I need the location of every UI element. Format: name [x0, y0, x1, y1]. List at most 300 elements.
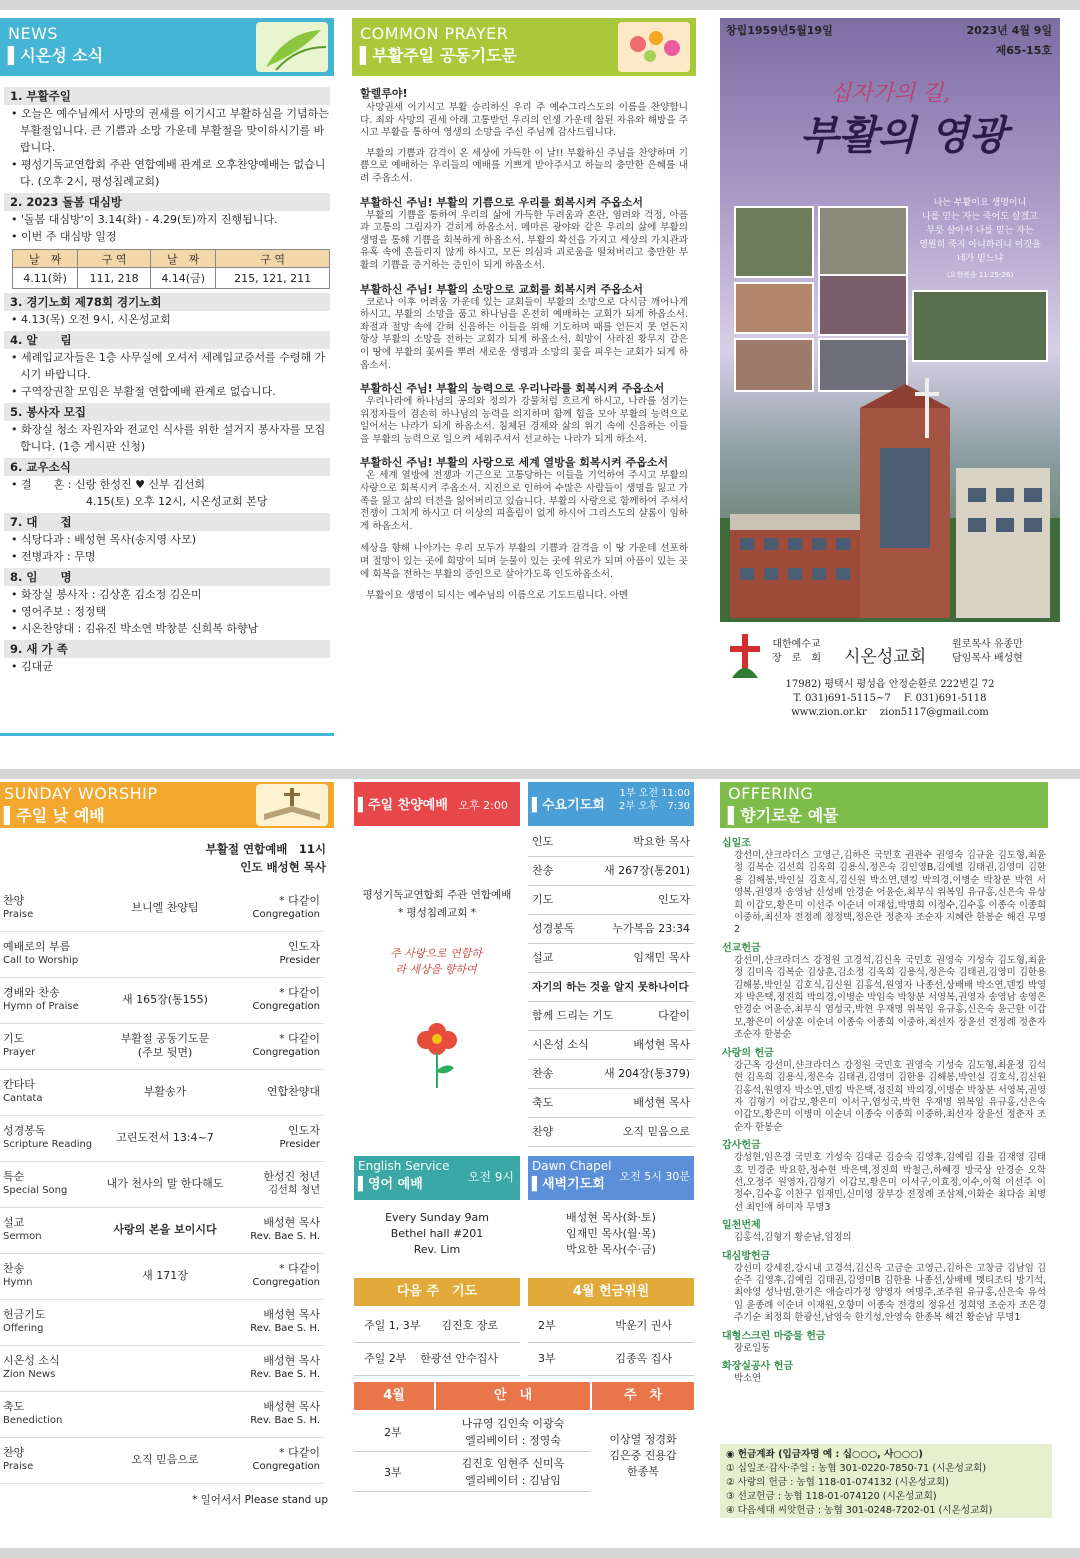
prayer-part-title: 부활하신 주님! 부활의 능력으로 우리나라를 회복시켜 주옵소서	[360, 382, 665, 396]
worship-leader-line-1: 배성현 목사	[263, 1308, 320, 1321]
prayer-closing: 세상을 향해 나아가는 우리 모두가 부활의 기쁨과 감격을 이 땅 가운데 선포하며 절망이 있는 곳에 희망이 되며 눈물이 있는 곳에 위로가 되며 아픔이 있는 곳에 회복을 전하는 부활의 증인으로 살아가도록 인도하옵소서.	[360, 543, 688, 580]
worship-row	[0, 1162, 324, 1208]
wednesday-value: 배성현 목사	[633, 1038, 690, 1051]
prayer-header-ko: ▌부활주일 공동기도문	[360, 46, 517, 65]
table-header: 날 짜	[13, 250, 78, 268]
prayer-intro-paragraph: 사망권세 이기시고 부활 승리하신 우리 주 예수그리스도의 이름을 찬양합니다. 죄와 사망의 권세 아래 고통받던 우리의 인생 가운데 참된 자유와 해방을 주시고 부활을 통하여 영생의 소망을 주신 주님께 감사드립니다.	[360, 102, 688, 139]
news-body	[0, 76, 334, 675]
issue-number: 제65-15호	[995, 44, 1052, 57]
prayer-intro-paragraph: 부활의 기쁨과 감격이 온 세상에 가득한 이 날!! 부활하신 주님을 찬양하며 기쁨으로 예배하는 우리들의 예배를 기쁘게 받아주시고 하늘의 충만한 은혜를 내려 주옵소서.	[360, 147, 688, 184]
offering-staff-value: 박운기 권사	[615, 1319, 672, 1332]
next-prayer-list	[354, 1310, 520, 1376]
next-prayer-value: 한광선 안수집사	[420, 1352, 498, 1365]
news-item-text: 화장실 봉사자 : 김상훈 김소정 김은미	[21, 588, 202, 601]
prayer-part-title: 부활하신 주님! 부활의 소망으로 교회를 회복시켜 주옵소서	[360, 282, 644, 296]
church-name: 시온성교회	[844, 647, 927, 667]
table-header: 구 역	[216, 250, 330, 268]
news-section-title: 5. 봉사자 모집	[4, 403, 330, 421]
worship-item-en: Praise	[3, 1461, 34, 1472]
wednesday-item: 기도	[532, 893, 554, 906]
wednesday-row	[528, 1118, 694, 1147]
news-item	[4, 620, 330, 637]
news-item	[4, 603, 330, 620]
prayer-part-body: 코로나 이후 어려움 가운데 있는 교회들이 부활의 소망으로 다시금 깨어나게 하시고, 부활의 소망을 품고 하나님을 온전히 예배하는 교회가 되게 하옵소서. 좌절과 절망 속에 갇혀 신음하는 이들을 위해 기도하며 때를 얻든지 못 얻든지 항상 부활의 소망을 전하는 교회가 되게 하옵소서. 희망이 사라진 황무지 같은 이 땅에 부활의 꽃씨를 뿌려 새로운 생명과 소망의 꽃을 피우는 교회가 되게 하옵소서.	[360, 296, 688, 371]
worship-leader-line-2: Congregation	[252, 1461, 320, 1472]
verse-line: 무릇 살아서 나를 믿는 자는	[926, 226, 1034, 236]
worship-item-detail	[90, 1085, 240, 1099]
worship-row	[0, 1300, 324, 1346]
worship-item-en: Praise	[3, 909, 34, 920]
wednesday-value: 다같이	[658, 1009, 690, 1022]
wednesday-row	[528, 915, 694, 944]
guide-header: 안 내	[436, 1382, 590, 1410]
worship-item-en: Call to Worship	[3, 955, 79, 966]
worship-leader-line-1: 인도자	[288, 1124, 320, 1137]
worship-item-leader	[267, 1085, 320, 1099]
worship-item-ko: 찬양	[3, 894, 25, 907]
bullet-icon: •	[11, 478, 21, 491]
worship-leader-line-2: Presider	[279, 1139, 320, 1150]
wednesday-value: 새 204장(통379)	[604, 1067, 690, 1080]
news-item-text: 화장실 청소 자원자와 전교인 식사를 위한 설거지 봉사자를 모집합니다. (1층 게시판 신청)	[20, 423, 326, 453]
offering-group-names: 강선미,샨크라더스 고영근,김하은 국민호 권관수 권영숙 김규윤 김도형,최윤정 김복순 김선희 김옥희 김용식,정은숙 김인영B,김예별 김태권,김영미 김한용 김해봉,박인실 김호식,김신원 박소연,덴킹 박의경,이병순 박창분 박현 서영복,권영자 송영남 신성배 안경순 어윤순,최부식 위복임 유규홍,신은숙 유상희 이갑모,황은미 이선주 이순녀 이재섭,박명희 이정수,김수홍 이종숙 이종희 이중하,최선자 전정례 정정택,정은란 정춘자 조순자 지혜란 한봉순 해건 무명2	[734, 850, 1046, 936]
worship-item	[3, 1032, 35, 1060]
worship-row	[0, 1070, 324, 1116]
offering-header	[720, 782, 1048, 828]
wednesday-row	[528, 1002, 694, 1031]
senior-pastor: 담임목사 배성현	[952, 653, 1023, 664]
worship-item-en: Hymn of Praise	[3, 1001, 79, 1012]
offering-group-names: 장로일동	[734, 1342, 771, 1354]
bullet-icon: •	[11, 533, 21, 546]
worship-item	[3, 1216, 42, 1244]
offering-header-ko: ▌향기로운 예물	[728, 806, 839, 825]
offering-group-title: 사랑의 헌금	[722, 1047, 774, 1059]
wednesday-row	[528, 828, 694, 857]
worship-item-en: Cantata	[3, 1093, 43, 1104]
bullet-icon: •	[11, 213, 21, 226]
worship-item-ko: 헌금기도	[3, 1308, 46, 1321]
worship-item-leader	[253, 1032, 320, 1060]
worship-detail-line-2: (주보 뒷면)	[137, 1046, 193, 1059]
wednesday-item: 축도	[532, 1096, 554, 1109]
cover-verse	[912, 196, 1048, 266]
wednesday-time-2: 2부 오후 7:30	[619, 801, 690, 812]
worship-item-leader	[280, 1124, 321, 1152]
english-title-en: English Service	[358, 1159, 450, 1173]
prayer-part-body: 온 세계 열방에 전쟁과 기근으로 고통당하는 이들을 기억하여 주시고 부활의 사랑으로 회복시켜 주옵소서. 지진으로 인하여 수많은 사람들이 생명을 잃고 가족을 잃고 삶의 터전을 잃어버리고 있습니다. 부활의 사랑으로 함께하여 주셔서 전쟁이 그치게 하시고 더 이상의 피흘림이 없게 하시어 그리스도의 샬롬이 임하게 하옵소서.	[360, 470, 688, 532]
news-section-title: 2. 2023 돌봄 대심방	[4, 193, 330, 211]
news-item	[4, 531, 330, 548]
worship-item	[3, 894, 33, 922]
worship-item	[3, 1124, 92, 1152]
afternoon-info	[354, 886, 520, 922]
cover-panel	[720, 18, 1072, 740]
address: 17982) 평택시 평성읍 안정순환로 222번길 72	[785, 679, 995, 690]
parking-list	[592, 1432, 694, 1480]
news-item	[4, 105, 330, 156]
worship-row	[0, 1254, 324, 1300]
worship-item-detail	[90, 1269, 240, 1283]
wednesday-item: 찬송	[532, 864, 554, 877]
news-item-extra: 4.15(토) 오후 12시, 시온성교회 본당	[86, 495, 268, 508]
news-header-ko: ▌시온성 소식	[8, 46, 104, 65]
news-item-text: 전병과자 : 무명	[21, 550, 96, 563]
worship-item-en: Benediction	[3, 1415, 63, 1426]
verse-line: 나를 믿는 자는 죽어도 살겠고	[922, 212, 1038, 222]
worship-item	[3, 1308, 46, 1336]
worship-item-ko: 기도	[3, 1032, 25, 1045]
worship-order	[0, 886, 324, 1486]
table-cell: 111, 218	[78, 268, 151, 289]
leaf-decoration-icon	[256, 22, 328, 72]
bullet-icon: •	[11, 622, 21, 635]
worship-item-leader	[263, 1170, 320, 1198]
news-item-text: 영어주보 : 정정택	[21, 605, 107, 618]
offering-accounts	[720, 1444, 1052, 1518]
dawn-title-en: Dawn Chapel	[532, 1159, 612, 1173]
bullet-icon: •	[11, 588, 21, 601]
guide-part: 3부	[384, 1466, 402, 1479]
wednesday-row	[528, 1060, 694, 1089]
news-item-text: 결 혼 : 신랑 한성진 ♥ 신부 김선희	[21, 478, 206, 491]
next-prayer-header: 다음 주 기도	[354, 1278, 520, 1306]
worship-item-ko: 시온성 소식	[3, 1354, 60, 1367]
flower-icon	[412, 1012, 462, 1092]
worship-leader-line-2: Presider	[279, 955, 320, 966]
bullet-icon: •	[11, 107, 21, 120]
guide-elevator: 엘리베이터 : 정영숙	[465, 1434, 561, 1447]
news-section-title: 1. 부활주일	[4, 87, 330, 105]
parking-name: 이상열 정경화	[609, 1433, 677, 1446]
worship-item-leader	[250, 1216, 320, 1244]
news-item	[4, 383, 330, 400]
offering-group-names: 강선미,샨크라더스 강정원 고경석,김신옥 국민호 권영숙 기성숙 김도형,최윤정 김미옥 김복순 김상훈,김소정 김옥희 김용식,정은숙 김태권,김영미 김한용 김해봉,박인실 김호식,김신원 김홍석,원영자 나종선,상배배 박소연,덴킹 박영자 박은택,정진희 박의경,이병순 박임숙 박창분 서영복,권영자 송영남 송영은 안경순 어윤순,최부식 염성국,박현 우재명 위복임 유규홍,신은숙 윤근한 이갑모,황은미 이상훈 이순녀 이종숙 이종희 이중하,최선자 장윤선 전정례 정춘자 조순자 한봉순	[734, 954, 1046, 1041]
news-item-text: 4.13(목) 오전 9시, 시온성교회	[21, 313, 171, 326]
worship-detail-line: 새 171장	[142, 1269, 188, 1282]
offering-staff-list	[528, 1310, 694, 1376]
worship-row	[0, 1438, 324, 1484]
dawn-line-3: 박요한 목사(수·금)	[566, 1243, 656, 1256]
english-line-3: Rev. Lim	[413, 1243, 461, 1256]
offering-group-title: 십일조	[722, 838, 751, 849]
offering-groups	[720, 828, 1052, 1385]
wednesday-item: 함께 드리는 기도	[532, 1009, 614, 1022]
worship-leader-line-2: Rev. Bae S. H.	[250, 1323, 320, 1334]
worship-detail-line: 부활송가	[143, 1085, 187, 1098]
prayer-part-body: 부활의 기쁨을 통하여 우리의 삶에 가득한 두려움과 혼란, 염려와 걱정, 아픔과 고통의 그림자가 걷히게 하옵소서. 메마른 광야와 같은 우리의 삶에 부활의 생명을 통해 기쁨을 회복하게 하옵소서. 부활의 확신을 가지고 세상의 가치관과 유혹 속에 흔들리지 않게 하시고, 모든 의심과 괴로움을 떨쳐버리고 충만한 부활의 기쁨을 증거하는 증인이 되게 하옵소서.	[360, 209, 688, 271]
worship-item	[3, 1078, 43, 1106]
worship-item-ko: 경배와 찬송	[3, 986, 60, 999]
wednesday-item: 성경봉독	[532, 922, 575, 935]
bullet-icon: •	[11, 660, 21, 673]
wednesday-row	[528, 1031, 694, 1060]
worship-item	[3, 986, 79, 1014]
wednesday-item: 인도	[532, 835, 554, 848]
wednesday-item: 찬송	[532, 1067, 554, 1080]
prayer-intro	[360, 102, 688, 186]
worship-leader-line-1: * 다같이	[279, 1262, 320, 1275]
worship-leader-line-2: Congregation	[252, 1277, 320, 1288]
news-item-text: 식당다과 : 배성현 목사(송지영 사모)	[21, 533, 197, 546]
prayer-part-body: 우리나라에 하나님의 공의와 정의가 강물처럼 흐르게 하시고, 나라를 섬기는 위정자들이 겸손히 하나님의 능력을 의지하며 함께 힘을 모아 부활의 능력으로 일어서는 나라가 되게 하옵소서. 침체된 경제와 삶의 위기 속에 신음하는 이들을 부활의 능력으로 일으켜 세워주셔서 선교하는 나라가 되게 하소서.	[360, 396, 688, 445]
wednesday-value: 임재민 목사	[633, 951, 690, 964]
offering-group-title: 선교헌금	[722, 942, 761, 954]
cover-image	[720, 18, 1060, 622]
wednesday-row	[528, 973, 694, 1002]
guide-ushers: 나규영 김인숙 이광숙	[461, 1417, 565, 1430]
offering-staff-header: 4월 헌금위원	[528, 1278, 694, 1306]
worship-leader-line-1: 배성현 목사	[263, 1400, 320, 1413]
worship-row	[0, 1116, 324, 1162]
worship-item-ko: 찬양	[3, 1446, 25, 1459]
prayer-body	[352, 76, 696, 603]
worship-item	[3, 940, 78, 968]
wednesday-value: 박요한 목사	[633, 835, 690, 848]
wednesday-value: 배성현 목사	[633, 1096, 690, 1109]
worship-item-ko: 설교	[3, 1216, 25, 1229]
worship-detail-line: 새 165장(통155)	[122, 993, 208, 1006]
wednesday-value: 인도자	[658, 893, 690, 906]
prayer-part-title: 부활하신 주님! 부활의 기쁨으로 우리를 회복시켜 주옵소서	[360, 195, 644, 209]
offering-staff-value: 김종옥 집사	[615, 1352, 672, 1365]
table-cell: 4.11(화)	[13, 268, 78, 289]
visit-schedule-table	[12, 249, 330, 289]
worship-item-leader	[280, 940, 321, 968]
worship-item-leader	[250, 1308, 320, 1336]
church-logo-icon	[730, 634, 760, 678]
news-section-title: 7. 대 접	[4, 513, 330, 531]
verse-line: 네가 믿느냐	[956, 254, 1004, 264]
english-line-1: Every Sunday 9am	[385, 1211, 489, 1224]
news-item	[4, 156, 330, 190]
table-header: 구 역	[78, 250, 151, 268]
denomination-line-2: 장 로 회	[772, 653, 821, 664]
english-line-2: Bethel hall #201	[390, 1227, 484, 1240]
afternoon-header	[354, 782, 520, 826]
worship-item-detail	[90, 1032, 240, 1060]
wednesday-item: 시온성 소식	[532, 1038, 589, 1051]
news-item-text: 시온찬양대 : 김유진 박소연 박창분 신희복 하향남	[21, 622, 259, 635]
news-section-title: 3. 경기노회 제78회 경기노회	[4, 293, 330, 311]
wednesday-item: 찬양	[532, 1125, 554, 1138]
website-email[interactable]: www.zion.or.kr zion5117@gmail.com	[791, 707, 989, 718]
table-cell: 4.14(금)	[151, 268, 216, 289]
news-item	[4, 476, 330, 493]
offering-staff-row	[528, 1343, 694, 1376]
denomination	[772, 638, 821, 666]
offering-group-names: 강선미 강세진,강시내 고경석,김신옥 고금순 고영근,김하은 고창금 김남임 김순주 김영후,김예림 김태권,김영미B 김한용 나종선,상배배 멧티조티 방기석,최야영 성낙범,한기은 애슬리가정 양영자 여명주,조주원 유규홍,신은숙 유석임 윤종례 이순녀 이재원,오향미 이종숙 전경의 정유선 정희영 조순자 조은경 주기순 최정희 한광선,남영숙 한기성,안영숙 한종복 해건 황순남 무명1	[734, 1262, 1046, 1324]
worship-leader-line-1: 배성현 목사	[263, 1354, 320, 1367]
worship-leader-line-2: Congregation	[252, 909, 320, 920]
account-line: ③ 선교헌금 : 농협 118-01-074120 (시온성교회)	[726, 1491, 937, 1502]
worship-item	[3, 1446, 33, 1474]
prayer-opening: 할렐루야!	[360, 87, 408, 100]
church-building-icon	[720, 378, 1060, 622]
guide-ushers: 김진호 임현주 신미옥	[461, 1457, 565, 1470]
worship-detail-line: 오직 믿음으로	[131, 1453, 199, 1466]
news-item	[4, 349, 330, 383]
worship-header-ko: ▌주일 낮 예배	[4, 806, 105, 825]
verse-line: 영원히 죽지 아니하리니 이것을	[919, 240, 1041, 250]
worship-row	[0, 1392, 324, 1438]
guide-list	[354, 1412, 590, 1492]
worship-leader-line-1: * 다같이	[279, 894, 320, 907]
next-prayer-row	[354, 1343, 520, 1376]
bullet-icon: •	[11, 230, 21, 243]
worship-row	[0, 886, 324, 932]
news-item-text: 세례입교자들은 1층 사무실에 오셔서 세례입교증서를 수령해 가시기 바랍니다.	[20, 351, 326, 381]
news-section-title: 4. 알 림	[4, 331, 330, 349]
table-cell: 215, 121, 211	[216, 268, 330, 289]
offering-panel	[720, 782, 1072, 1522]
prayer-part-title: 부활하신 주님! 부활의 사랑으로 세계 열방을 회복시켜 주옵소서	[360, 456, 669, 470]
worship-item-leader	[250, 1354, 320, 1382]
worship-item	[3, 1354, 60, 1382]
worship-item-detail	[90, 901, 240, 915]
bottom-band	[0, 1548, 1080, 1558]
wednesday-value: 새 267장(통201)	[604, 864, 690, 877]
services-panel	[354, 782, 694, 1522]
offering-group-title: 감사헌금	[722, 1140, 761, 1152]
worship-item-leader	[250, 1400, 320, 1428]
wednesday-order	[528, 828, 694, 1158]
guide-month-header: 4월	[354, 1382, 434, 1410]
cover-title-big: 부활의 영광	[800, 112, 1008, 159]
worship-panel	[0, 782, 334, 1522]
english-time: 오전 9시	[467, 1170, 514, 1184]
worship-item-en: Prayer	[3, 1047, 36, 1058]
news-bottom-line	[0, 733, 334, 736]
photo-group-4	[818, 274, 908, 336]
worship-item	[3, 1400, 62, 1428]
worship-item-en: Scripture Reading	[3, 1139, 93, 1150]
parking-header: 주 차	[592, 1382, 694, 1410]
news-item-text: '돌봄 대심방'이 3.14(화) - 4.29(토)까지 진행됩니다.	[21, 213, 278, 226]
prayer-header-en: COMMON PRAYER	[360, 24, 509, 43]
union-service-title: 부활절 연합예배 11시	[205, 842, 326, 856]
wednesday-row	[528, 944, 694, 973]
top-band	[0, 0, 1080, 10]
dawn-header	[528, 1156, 694, 1200]
bullet-icon: •	[11, 351, 21, 364]
wednesday-times	[619, 787, 690, 813]
wednesday-row	[528, 1089, 694, 1118]
worship-leader-line-1: * 다같이	[279, 1032, 320, 1045]
photo-group-7	[912, 290, 1048, 362]
news-item-text: 이번 주 대심방 일정	[21, 230, 117, 243]
accounts-list	[726, 1462, 1046, 1518]
dawn-line-1: 배성현 목사(화·토)	[566, 1211, 656, 1224]
offering-group-names: 강근옥 강선미,샨크라더스 강정원 국민호 권영숙 기성숙 김도형,최윤정 김석현 김옥희 김용식,정은숙 김태권,김영미 김한용 김해봉,박인실 김호식,김신원 김홍석,원영자 박소연,덴킹 박은택,정진희 박의경,이병순 박창분 서영복,권영자 김형기 이갑모,황은미 이서구,염성국,박현 우재명 위복임 유규홍,신은숙 이갑모,황은미 이병미 이순녀 이종숙 이종희 이중하,최선자 장윤선 정춘자 조순자 한봉순	[734, 1059, 1046, 1133]
news-panel	[0, 18, 334, 740]
dawn-line-2: 임재민 목사(월·목)	[566, 1227, 656, 1240]
bible-decoration-icon	[256, 784, 328, 826]
issue-date: 2023년 4월 9일	[966, 24, 1052, 37]
pastors	[952, 638, 1023, 666]
dawn-title-ko: ▌새벽기도회	[532, 1177, 605, 1192]
verse-line: 나는 부활이요 생명이니	[933, 198, 1027, 208]
worship-leader-line-1: 한성진 청년	[263, 1170, 320, 1183]
dawn-time: 오전 5시 30분	[619, 1170, 690, 1183]
table-header: 날 짜	[151, 250, 216, 268]
account-line: ② 사랑의 헌금 : 농협 118-01-074132 (시온성교회)	[726, 1477, 949, 1488]
offering-group-title: 화장실공사 헌금	[722, 1361, 794, 1372]
prayer-parts	[360, 195, 688, 534]
afternoon-line-1: 평성기독교연합회 주관 연합예배	[362, 889, 512, 901]
worship-item-leader	[253, 1262, 320, 1290]
worship-leader-line-1: * 다같이	[279, 986, 320, 999]
emeritus-pastor: 원로목사 유종만	[952, 639, 1023, 650]
bullet-icon: •	[11, 385, 21, 398]
bullet-icon: •	[11, 313, 21, 326]
afternoon-time: 오후 2:00	[458, 799, 508, 812]
accounts-title: ◉ 헌금계좌 (입금자명 예 : 십○○○, 사○○○)	[726, 1449, 923, 1460]
flower-decoration-icon	[618, 22, 690, 72]
phone-fax: T. 031)691-5115~7 F. 031)691-5118	[793, 693, 987, 704]
offering-group-names: 박소연	[734, 1373, 762, 1384]
news-header	[0, 18, 334, 76]
worship-leader-line-2: Rev. Bae S. H.	[250, 1369, 320, 1380]
worship-leader-line-2: Congregation	[252, 1001, 320, 1012]
worship-item-ko: 예배로의 부름	[3, 940, 71, 953]
worship-leader-line-2: Rev. Bae S. H.	[250, 1415, 320, 1426]
worship-item-ko: 성경봉독	[3, 1124, 46, 1137]
news-item	[4, 548, 330, 565]
prayer-header	[352, 18, 696, 76]
guide-part: 2부	[384, 1426, 402, 1439]
english-title-ko: ▌영어 예배	[358, 1177, 423, 1192]
next-prayer-label: 주일 2부	[364, 1352, 407, 1365]
worship-detail-line: 부활절 공동기도문	[120, 1032, 210, 1045]
guide-row	[354, 1412, 590, 1452]
worship-detail-line: 고린도전서 13:4~7	[116, 1131, 214, 1144]
worship-row	[0, 932, 324, 978]
news-item	[4, 421, 330, 455]
cover-verse-ref: (요한복음 11:25-26)	[946, 271, 1014, 279]
offering-staff-row	[528, 1310, 694, 1343]
offering-group-title: 대형스크린 마중물 헌금	[722, 1330, 826, 1342]
worship-header-en: SUNDAY WORSHIP	[4, 784, 158, 803]
worship-row	[0, 1346, 324, 1392]
cover-title-small: 십자가의 길,	[830, 81, 951, 106]
photo-group-2	[818, 206, 908, 278]
wednesday-title: ▌수요기도회	[532, 798, 605, 813]
worship-item-detail	[90, 1177, 240, 1191]
news-item-text: 김대균	[21, 660, 53, 673]
news-section-title: 8. 임 명	[4, 568, 330, 586]
worship-item	[3, 1262, 33, 1290]
worship-item-leader	[253, 1446, 320, 1474]
worship-leader-line-2: Congregation	[252, 1047, 320, 1058]
photo-group-1	[734, 206, 814, 278]
worship-leader-line-1: 배성현 목사	[263, 1216, 320, 1229]
worship-item-detail	[90, 1223, 240, 1237]
account-line: ④ 다음세대 씨앗헌금 : 농협 301-0248-7202-01 (시온성교회)	[726, 1505, 993, 1516]
worship-item-detail	[90, 1453, 240, 1467]
news-item-text: 구역장권찰 모임은 부활절 연합예배 관계로 없습니다.	[21, 385, 276, 398]
news-item	[4, 211, 330, 228]
news-section-title: 6. 교우소식	[4, 458, 330, 476]
offering-group-title: 대심방헌금	[722, 1250, 771, 1262]
wednesday-time-1: 1부 오전 11:00	[619, 788, 690, 799]
english-info	[354, 1210, 520, 1258]
worship-leader-line-1: 인도자	[288, 940, 320, 953]
worship-leader-line-2: Rev. Bae S. H.	[250, 1231, 320, 1242]
worship-item-ko: 찬송	[3, 1262, 25, 1275]
union-service-leader: 인도 배성현 목사	[240, 860, 326, 874]
contact-info	[720, 678, 1060, 720]
